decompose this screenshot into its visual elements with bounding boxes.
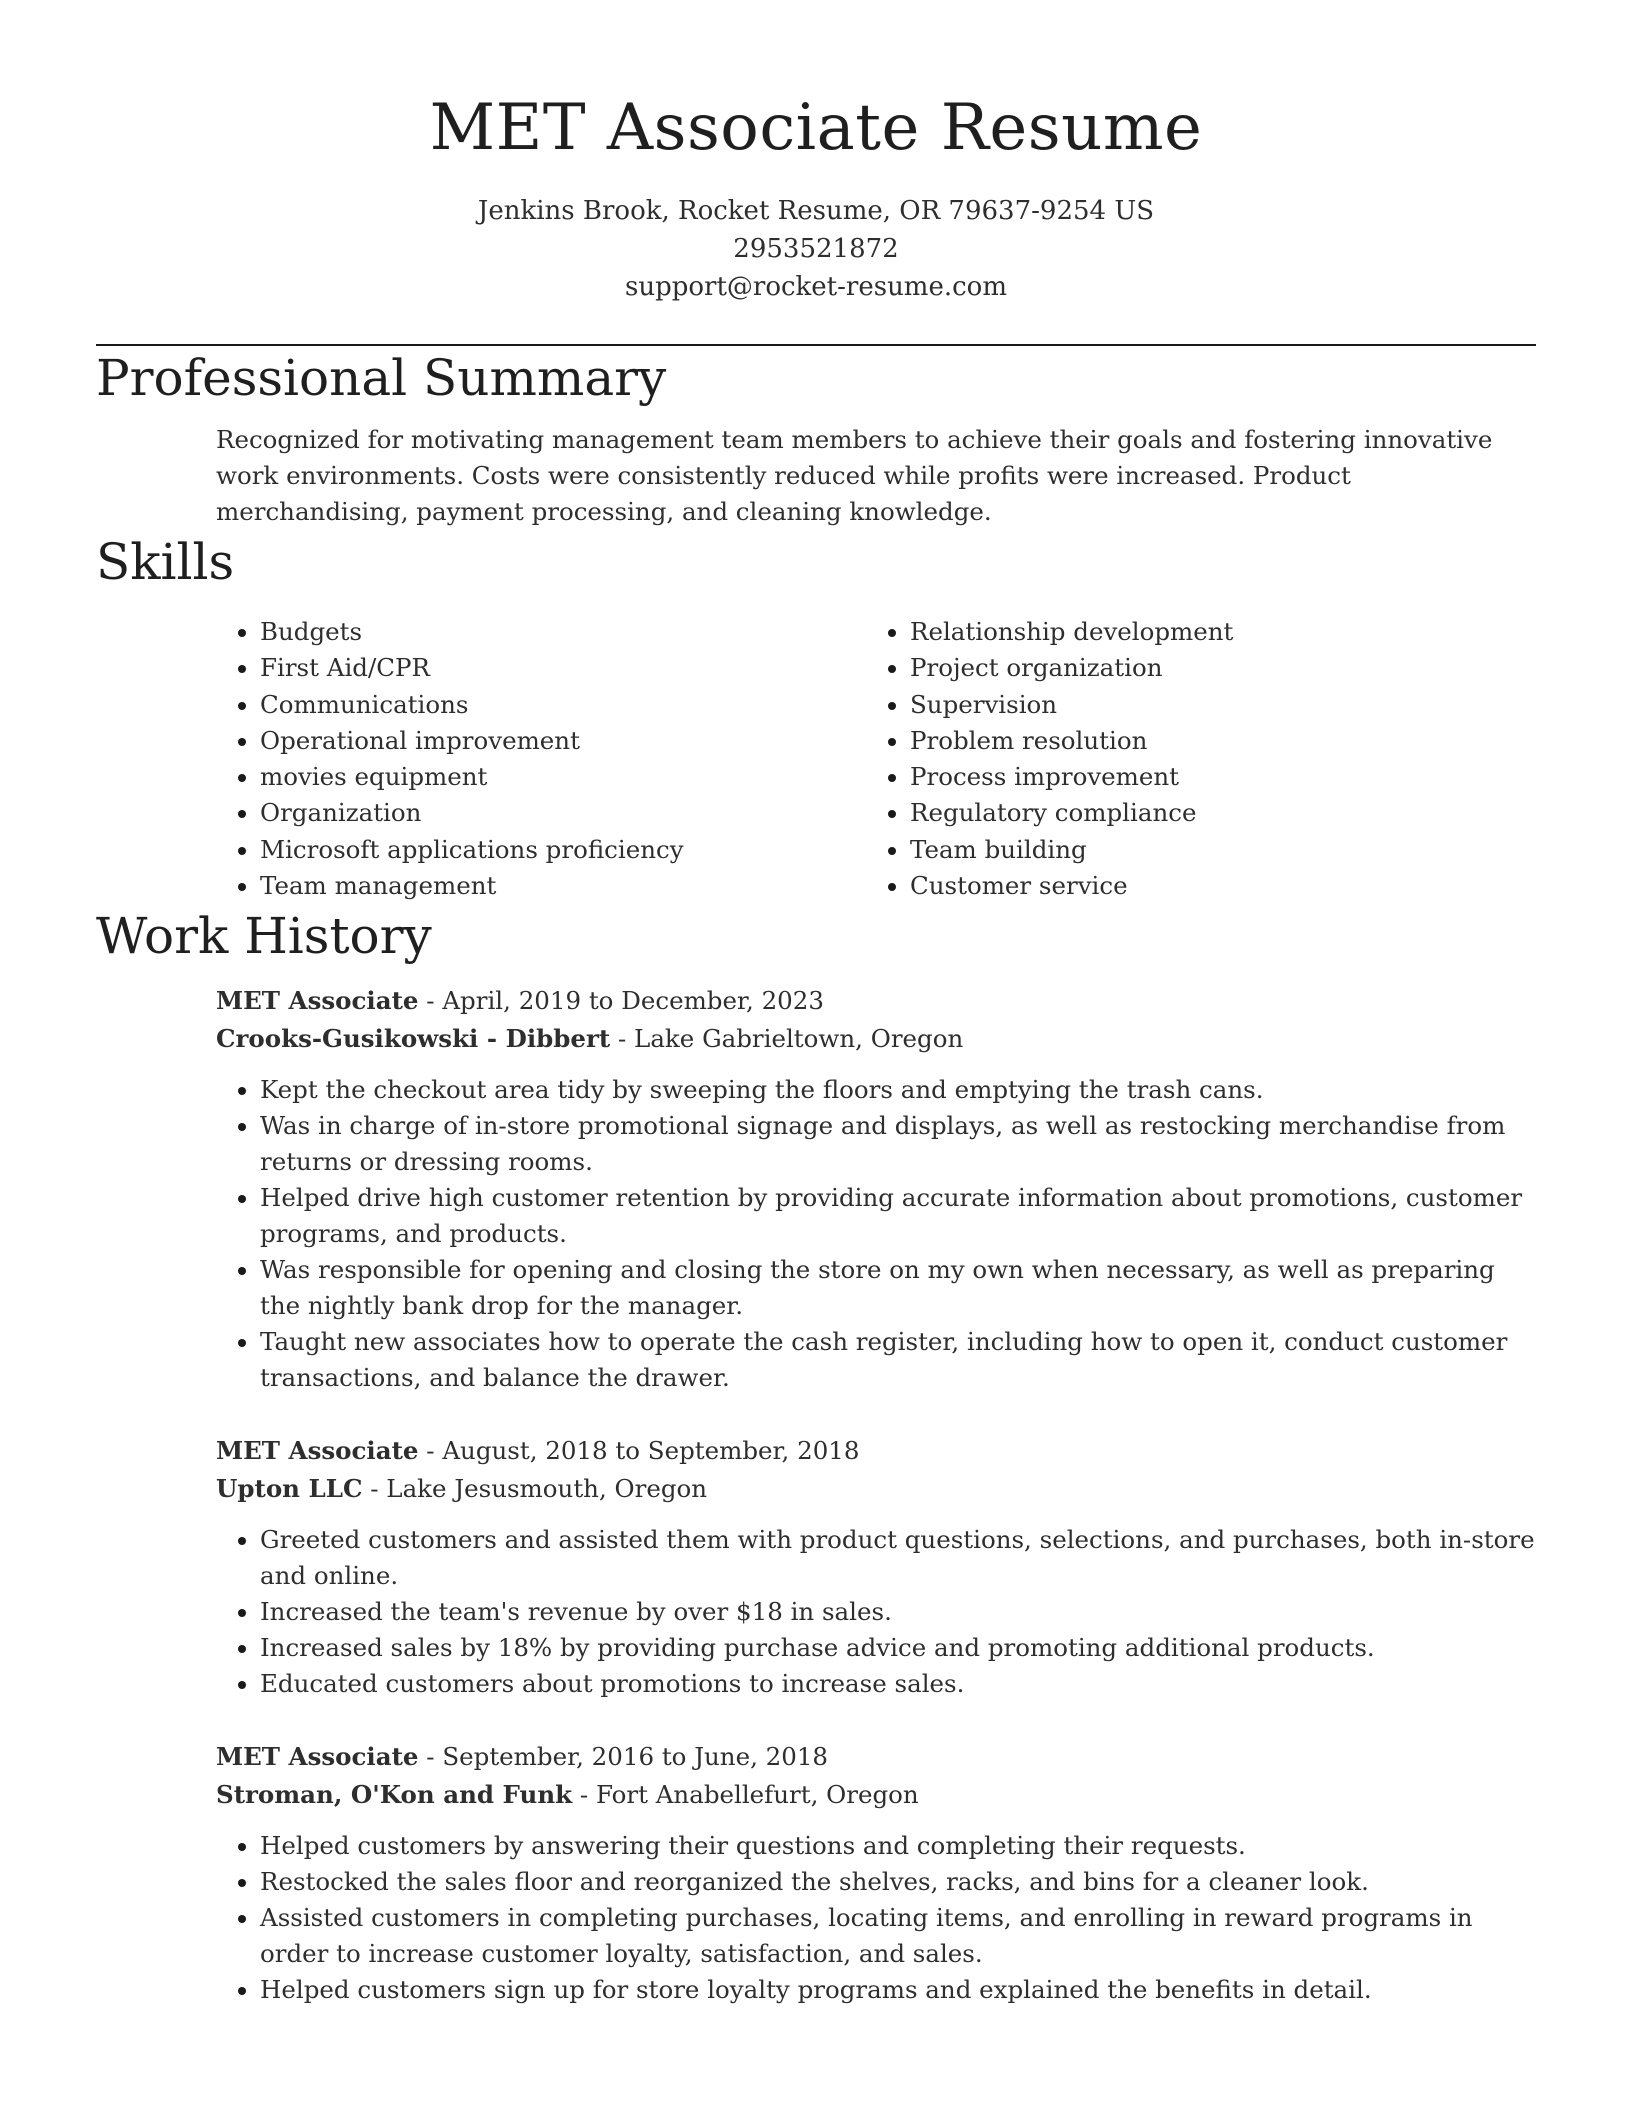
job-entry (216, 982, 1536, 1396)
skill-item: • Microsoft applications proficiency (260, 832, 866, 868)
job-bullet: • Greeted customers and assisted them with product questions, selections, and purchases, both in-store and online. (260, 1522, 1536, 1594)
skills-heading: Skills (96, 533, 235, 591)
company-location: - Lake Jesusmouth, Oregon (362, 1474, 708, 1504)
skill-item: • Project organization (910, 650, 1516, 686)
job-entry (216, 1432, 1536, 1702)
skills-column-right (866, 614, 1516, 904)
job-bullet: • Increased the team's revenue by over $18 in sales. (260, 1594, 1536, 1630)
job-bullet: • Increased sales by 18% by providing purchase advice and promoting additional products. (260, 1630, 1536, 1666)
job-bullet: • Was responsible for opening and closing the store on my own when necessary, as well as preparing the nightly bank drop for the manager. (260, 1252, 1536, 1324)
skill-item: • Communications (260, 687, 866, 723)
contact-email: support@rocket-resume.com (624, 272, 1007, 302)
job-title-line (216, 1432, 1536, 1470)
contact-address: Jenkins Brook, Rocket Resume, OR 79637-9254 US (477, 196, 1155, 226)
skill-item: • Budgets (260, 614, 866, 650)
skills-section (96, 530, 1536, 904)
company-name: Crooks-Gusikowski - Dibbert (216, 1024, 611, 1054)
summary-section (96, 346, 1536, 530)
company-line (216, 1776, 1536, 1814)
resume-page (96, 0, 1536, 2008)
job-bullet: • Helped drive high customer retention by providing accurate information about promotions, customer programs, and products. (260, 1180, 1536, 1252)
job-dates: - April, 2019 to December, 2023 (418, 986, 824, 1016)
skill-item: • Customer service (910, 868, 1516, 904)
summary-text: Recognized for motivating management team members to achieve their goals and fostering innovative work environments. Costs were consistently reduced while profits were increased. Product merchandising, payment processing, and cleaning knowledge. (216, 425, 1493, 526)
resume-title: MET Associate Resume (429, 91, 1203, 165)
skill-item: • Problem resolution (910, 723, 1516, 759)
summary-heading: Professional Summary (96, 349, 667, 407)
skills-grid (216, 614, 1536, 904)
job-bullet: • Was in charge of in-store promotional signage and displays, as well as restocking merchandise from returns or dressing rooms. (260, 1108, 1536, 1180)
job-bullets (216, 1828, 1536, 2008)
job-title: MET Associate (216, 1436, 419, 1466)
job-title-line (216, 1738, 1536, 1776)
job-bullet: • Kept the checkout area tidy by sweeping the floors and emptying the trash cans. (260, 1072, 1536, 1108)
job-bullet: • Educated customers about promotions to increase sales. (260, 1666, 1536, 1702)
resume-header (96, 0, 1536, 306)
job-title-line (216, 982, 1536, 1020)
company-name: Upton LLC (216, 1474, 363, 1504)
job-bullet: • Restocked the sales floor and reorganized the shelves, racks, and bins for a cleaner look. (260, 1864, 1536, 1900)
job-bullets (216, 1072, 1536, 1396)
work-history-heading: Work History (96, 907, 432, 966)
work-history-section (96, 904, 1536, 2008)
skill-item: • Operational improvement (260, 723, 866, 759)
job-entry (216, 1738, 1536, 2008)
skill-item: • Supervision (910, 687, 1516, 723)
skill-item: • Relationship development (910, 614, 1516, 650)
job-title: MET Associate (216, 986, 419, 1016)
skill-item: • Team building (910, 832, 1516, 868)
job-bullet: • Assisted customers in completing purchases, locating items, and enrolling in reward programs in order to increase customer loyalty, satisfaction, and sales. (260, 1900, 1536, 1972)
job-bullet: • Helped customers by answering their questions and completing their requests. (260, 1828, 1536, 1864)
contact-phone: 2953521872 (733, 234, 899, 264)
job-bullet: • Taught new associates how to operate the cash register, including how to open it, conduct customer transactions, and balance the drawer. (260, 1324, 1536, 1396)
job-bullet: • Helped customers sign up for store loyalty programs and explained the benefits in detail. (260, 1972, 1536, 2008)
job-title: MET Associate (216, 1742, 419, 1772)
company-line (216, 1470, 1536, 1508)
skill-item: • First Aid/CPR (260, 650, 866, 686)
job-dates: - August, 2018 to September, 2018 (418, 1436, 860, 1466)
contact-info (96, 192, 1536, 306)
company-location: - Fort Anabellefurt, Oregon (572, 1780, 919, 1810)
skill-item: • movies equipment (260, 759, 866, 795)
company-line (216, 1020, 1536, 1058)
skill-item: • Organization (260, 795, 866, 831)
skill-item: • Process improvement (910, 759, 1516, 795)
company-name: Stroman, O'Kon and Funk (216, 1780, 573, 1810)
job-bullets (216, 1522, 1536, 1702)
job-dates: - September, 2016 to June, 2018 (418, 1742, 829, 1772)
skill-item: • Team management (260, 868, 866, 904)
skills-column-left (216, 614, 866, 904)
company-location: - Lake Gabrieltown, Oregon (610, 1024, 964, 1054)
skill-item: • Regulatory compliance (910, 795, 1516, 831)
